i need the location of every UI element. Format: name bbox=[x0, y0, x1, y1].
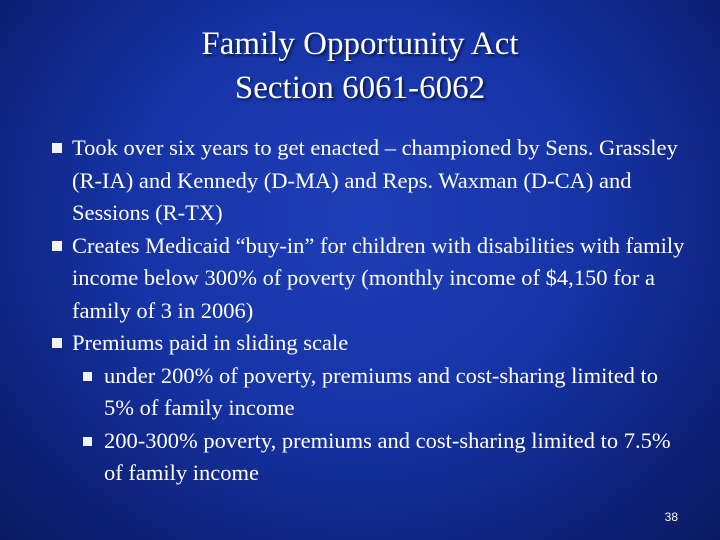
square-bullet-icon bbox=[52, 241, 62, 251]
square-bullet-icon bbox=[83, 372, 92, 381]
bullet-text: Took over six years to get enacted – championed by Sens. Grassley (R-IA) and Kennedy (D-MA) and Reps. Waxman (D-CA) and Sessions (R-TX) bbox=[72, 135, 678, 225]
sub-bullet-text: 200-300% poverty, premiums and cost-sharing limited to 7.5% of family income bbox=[104, 427, 671, 485]
bullet-list bbox=[52, 132, 692, 490]
title-line-2: Section 6061-6062 bbox=[234, 70, 486, 106]
bullet-item bbox=[52, 327, 692, 360]
bullet-text: Creates Medicaid “buy-in” for children with disabilities with family income below 300% of poverty (monthly income of $4,150 for a family of 3 in 2006) bbox=[72, 232, 685, 323]
bullet-item bbox=[52, 132, 692, 230]
square-bullet-icon bbox=[83, 437, 92, 446]
bullet-item bbox=[52, 230, 692, 328]
sub-bullet-item bbox=[52, 425, 692, 490]
bullet-text: Premiums paid in sliding scale bbox=[72, 330, 349, 355]
square-bullet-icon bbox=[52, 143, 62, 153]
sub-bullet-item bbox=[52, 360, 692, 425]
slide-body bbox=[52, 132, 692, 490]
sub-bullet-text: under 200% of poverty, premiums and cost-sharing limited to 5% of family income bbox=[104, 362, 659, 420]
title-line-1: Family Opportunity Act bbox=[201, 26, 519, 62]
page-number: 38 bbox=[664, 510, 678, 524]
square-bullet-icon bbox=[52, 338, 62, 348]
slide-title bbox=[0, 22, 720, 110]
